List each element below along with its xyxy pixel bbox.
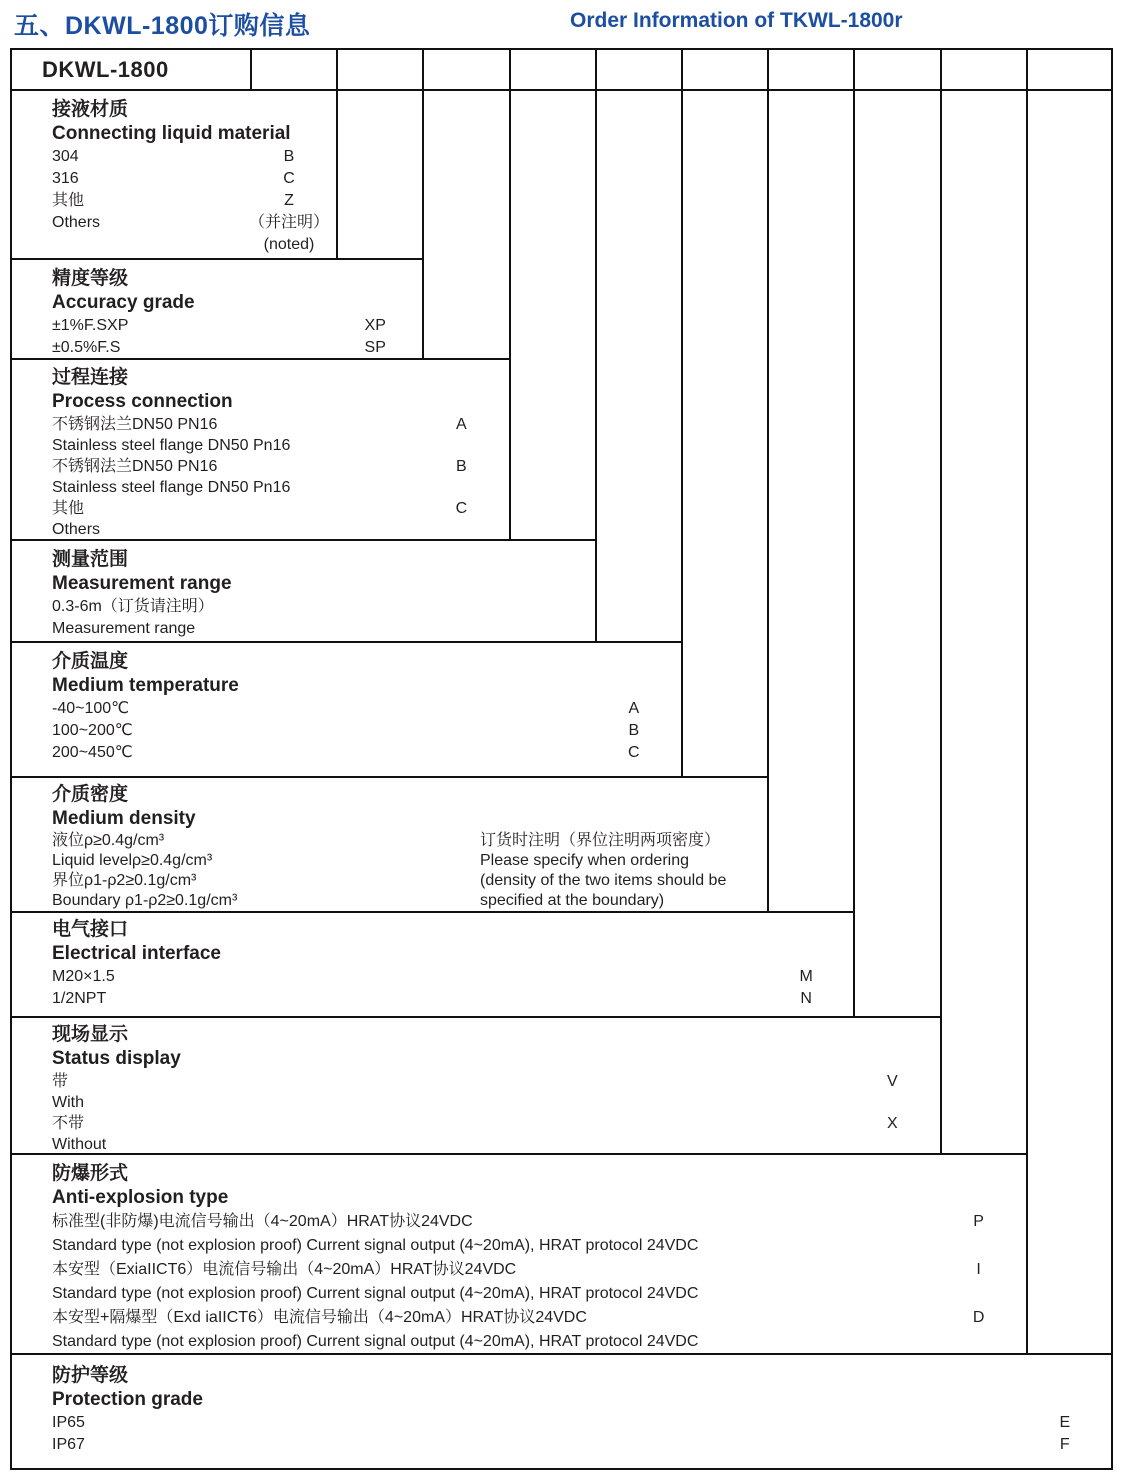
option-row [12,212,1111,234]
page-title-en: Order Information of TKWL-1800r [570,9,903,32]
option-row [12,519,1111,540]
option-code-letter: A [456,416,467,433]
section-title-zh: 测量范围 [52,549,129,570]
section-medium-density [12,777,1111,912]
ordering-note-line: Please specify when ordering [480,852,690,869]
option-row [12,190,1111,212]
section-title-en: Protection grade [52,1389,203,1410]
option-code-letter: I [976,1261,981,1278]
option-code-letter: A [628,700,640,717]
option-code-letter: SP [364,339,386,356]
grid-line-vertical [250,50,252,90]
option-row [12,618,1111,640]
section-title-zh: 介质温度 [52,651,129,672]
option-row [12,1434,1111,1456]
option-label: Standard type (not explosion proof) Current signal output (4~20mA), HRAT protocol 24VDC [52,1333,699,1350]
grid-line-vertical [1026,50,1028,90]
option-code-letter: P [973,1213,984,1230]
grid-line-vertical [767,50,769,90]
ordering-note-line: specified at the boundary) [480,892,665,909]
section-title-zh: 防护等级 [52,1365,129,1386]
option-row [12,1092,1111,1113]
section-accuracy-grade [12,259,1111,359]
option-code-letter: B [456,458,467,475]
option-label: 不锈钢法兰DN50 PN16 [52,416,218,433]
order-code-table [10,48,1113,1470]
option-code-letter: C [283,170,295,187]
option-label: M20×1.5 [52,968,115,985]
grid-line-vertical [595,50,597,90]
grid-line-vertical [853,50,855,90]
option-code-letter: (noted) [263,236,315,253]
section-process-connection [12,359,1111,540]
option-code-letter: E [1059,1414,1071,1431]
section-title-zh: 现场显示 [52,1024,129,1045]
option-label: 304 [52,148,79,165]
option-row [12,1113,1111,1134]
grid-line-vertical [422,50,424,90]
option-label: Others [52,521,101,538]
option-row [12,456,1111,477]
option-code-letter: V [887,1073,898,1090]
grid-line-vertical [509,50,511,90]
option-label: With [52,1094,84,1111]
section-title-en: Medium temperature [52,675,239,696]
section-title-zh: 精度等级 [52,268,129,289]
option-row [12,435,1111,456]
option-code-letter: B [628,722,640,739]
option-code-letter: C [628,744,640,761]
option-label: 液位ρ≥0.4g/cm³ [52,832,165,849]
option-label: 标准型(非防爆)电流信号输出（4~20mA）HRAT协议24VDC [52,1213,473,1230]
option-row [12,1306,1111,1330]
option-row [12,742,1111,764]
section-medium-temperature [12,642,1111,777]
section-title-zh: 防爆形式 [52,1163,129,1184]
option-label: ±1%F.SXP [52,317,129,334]
section-title-zh: 介质密度 [52,784,129,805]
section-title-zh: 过程连接 [52,367,129,388]
option-label: IP65 [52,1414,85,1431]
option-label: 不带 [52,1115,85,1132]
option-label: Stainless steel flange DN50 Pn16 [52,479,291,496]
section-title-en: Status display [52,1048,181,1069]
option-code-letter: X [887,1115,898,1132]
option-row [12,1282,1111,1306]
option-code-letter: XP [364,317,386,334]
option-label: 200~450℃ [52,744,133,761]
option-code-letter: D [972,1309,985,1326]
option-code-letter: N [800,990,812,1007]
option-row [12,596,1111,618]
option-code-letter: C [455,500,468,517]
section-title-en: Accuracy grade [52,292,195,313]
option-label: Without [52,1136,107,1153]
section-title-en: Anti-explosion type [52,1187,229,1208]
section-protection-grade [12,1354,1111,1468]
option-label: -40~100℃ [52,700,130,717]
option-row [12,1330,1111,1354]
option-row [12,168,1111,190]
option-row [12,498,1111,519]
option-row [12,720,1111,742]
option-row [12,146,1111,168]
option-label: ±0.5%F.S [52,339,121,356]
option-label: 界位ρ1-ρ2≥0.1g/cm³ [52,872,197,889]
option-code-letter: （并注明） [248,214,330,231]
grid-line-vertical [336,50,338,90]
option-label: 本安型（ExiaIICT6）电流信号输出（4~20mA）HRAT协议24VDC [52,1261,517,1278]
grid-line-vertical [940,50,942,90]
option-row [12,1234,1111,1258]
ordering-note-line: (density of the two items should be [480,872,727,889]
section-connecting-liquid-material [12,90,1111,259]
option-label: Liquid levelρ≥0.4g/cm³ [52,852,213,869]
option-row [12,988,1111,1010]
option-label: Boundary ρ1-ρ2≥0.1g/cm³ [52,892,238,909]
option-code-letter: F [1059,1436,1070,1453]
model-cell: DKWL-1800 [42,57,169,82]
section-title-en: Connecting liquid material [52,123,291,144]
option-row [12,337,1111,359]
ordering-note-line: 订货时注明（界位注明两项密度） [480,832,721,849]
section-title-en: Electrical interface [52,943,221,964]
section-title-en: Process connection [52,391,233,412]
option-row [12,1210,1111,1234]
option-label: 本安型+隔爆型（Exd iaIICT6）电流信号输出（4~20mA）HRAT协议24VDC [52,1309,587,1326]
section-title-en: Measurement range [52,573,232,594]
option-code-letter: Z [284,192,294,209]
option-label: 不锈钢法兰DN50 PN16 [52,458,218,475]
grid-line-vertical [681,50,683,90]
section-title-zh: 电气接口 [52,919,129,940]
section-title-en: Medium density [52,808,196,829]
page-title-zh: 五、DKWL-1800订购信息 [14,12,311,40]
option-row [12,477,1111,498]
option-row [12,1071,1111,1092]
option-row [12,414,1111,435]
section-status-display [12,1017,1111,1154]
option-label: 带 [52,1073,69,1090]
option-code-letter: B [283,148,295,165]
section-measurement-range [12,540,1111,642]
option-label: 1/2NPT [52,990,107,1007]
option-row [12,315,1111,337]
option-label: Standard type (not explosion proof) Current signal output (4~20mA), HRAT protocol 24VDC [52,1285,699,1302]
section-electrical-interface [12,912,1111,1017]
ordering-note [480,831,726,911]
option-label [12,236,52,253]
option-row [12,698,1111,720]
section-anti-explosion-type [12,1154,1111,1354]
option-label: 其他 [52,192,85,209]
option-row [12,1412,1111,1434]
option-label: Measurement range [52,620,196,637]
option-label: Others [52,214,101,231]
option-label: Standard type (not explosion proof) Current signal output (4~20mA), HRAT protocol 24VDC [52,1237,699,1254]
option-label: 0.3-6m（订货请注明） [52,598,214,615]
option-row [12,1134,1111,1154]
option-row [12,234,1111,256]
option-row [12,1258,1111,1282]
option-label: IP67 [52,1436,85,1453]
option-label: 100~200℃ [52,722,133,739]
section-title-zh: 接液材质 [52,99,129,120]
option-label: 316 [52,170,79,187]
option-label: 其他 [52,500,85,517]
option-code-letter: M [799,968,813,985]
option-label: Stainless steel flange DN50 Pn16 [52,437,291,454]
option-row [12,966,1111,988]
